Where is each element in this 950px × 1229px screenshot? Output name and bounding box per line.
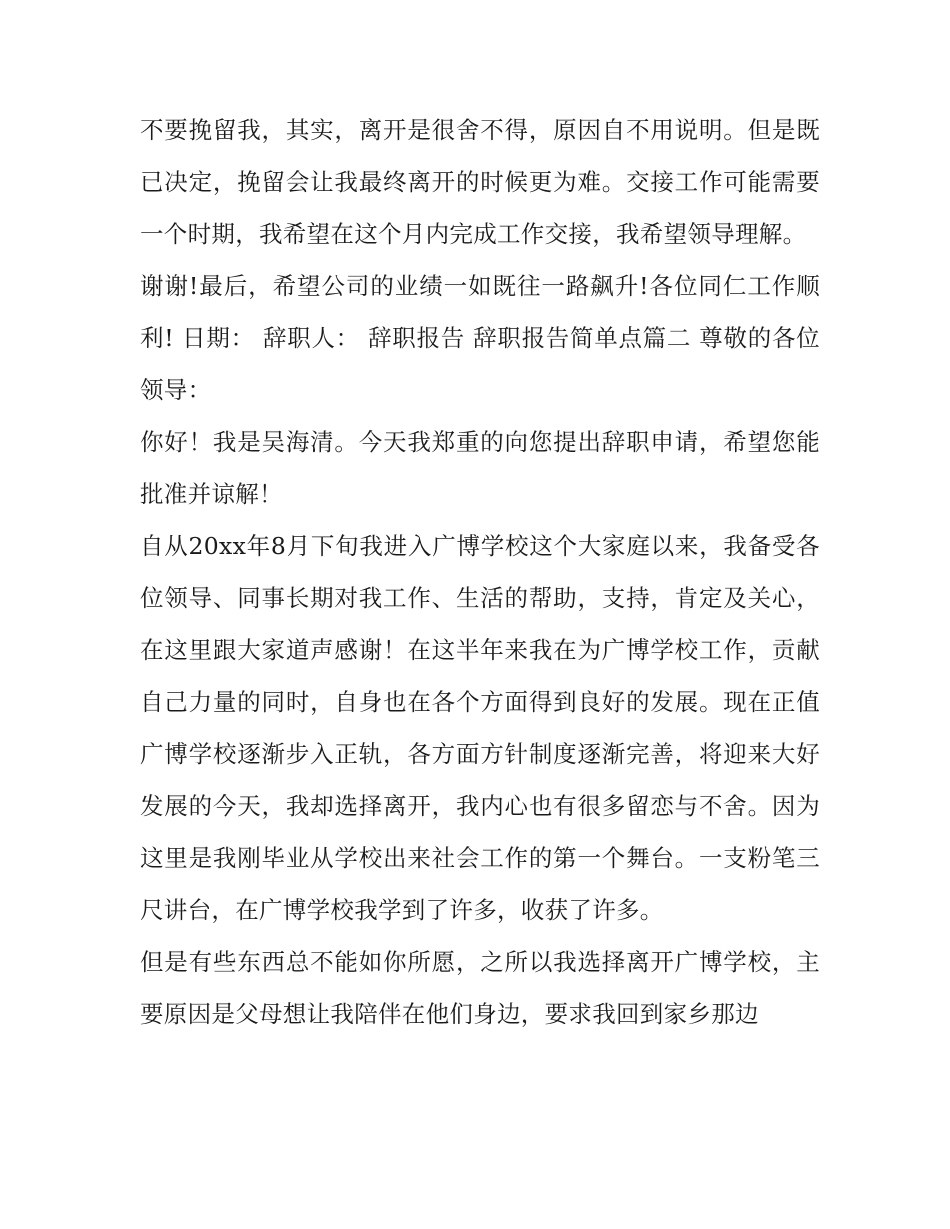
paragraph-4: 自从20xx年8月下旬我进入广博学校这个大家庭以来，我备受各位领导、同事长期对我工作、生活的帮助，支持，肯定及关心，在这里跟大家道声感谢！在这半年来我在为广博学校工作，贡献自己力量的同时，自身也在各个方面得到良好的发展。现在正值广博学校逐渐步入正轨，各方面方针制度逐渐完善，将迎来大好发展的今天，我却选择离开，我内心也有很多留恋与不舍。因为这里是我刚毕业从学校出来社会工作的第一个舞台。一支粉笔三尺讲台，在广博学校我学到了许多，收获了许多。: [140, 532, 820, 924]
paragraph-5: 但是有些东西总不能如你所愿，之所以我选择离开广博学校，主要原因是父母想让我陪伴在他们身边，要求我回到家乡那边: [140, 948, 820, 1028]
document-page: [140, 104, 820, 1040]
paragraph-3: 你好！我是吴海清。今天我郑重的向您提出辞职申请，希望您能批准并谅解！: [140, 428, 820, 508]
paragraph-2: 谢谢!最后，希望公司的业绩一如既往一路飙升!各位同仁工作顺利! 日期： 辞职人： 辞职报告 辞职报告简单点篇二 尊敬的各位领导：: [140, 272, 820, 404]
paragraph-1: 不要挽留我，其实，离开是很舍不得，原因自不用说明。但是既已决定，挽留会让我最终离开的时候更为难。交接工作可能需要一个时期，我希望在这个月内完成工作交接，我希望领导理解。: [140, 116, 820, 248]
